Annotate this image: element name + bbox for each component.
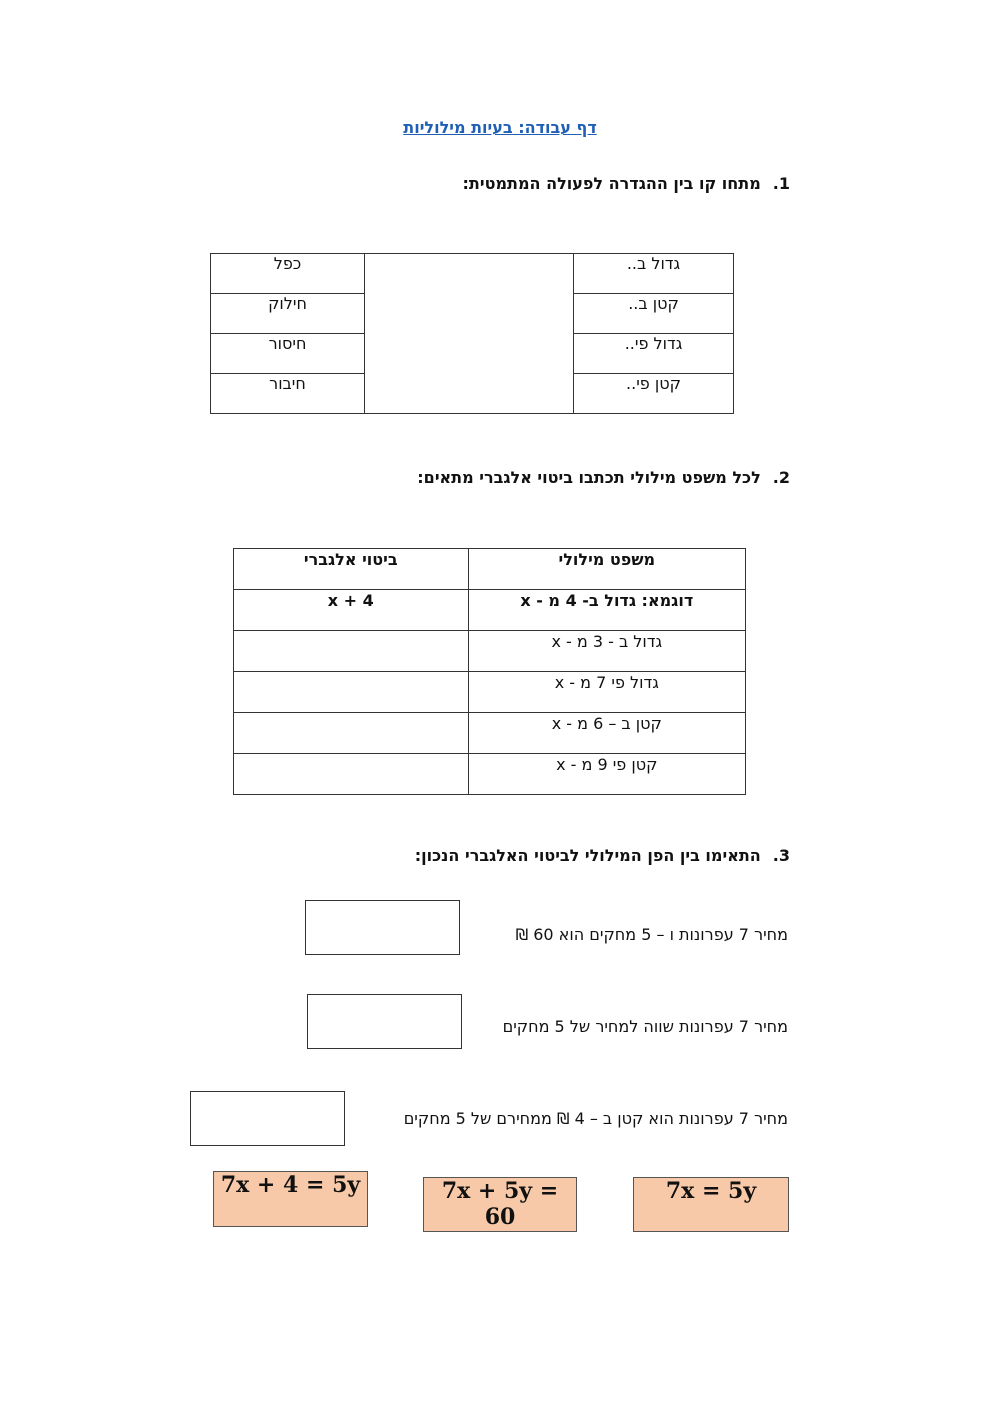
sentence-cell: קטן ב – 6 מ - x	[468, 713, 745, 754]
sentence-cell: גדול ב - 3 מ - x	[468, 631, 745, 672]
drawing-area[interactable]	[365, 254, 574, 414]
sentence-2: מחיר 7 עפרונות שווה למחיר של 5 מחקים	[502, 1017, 788, 1036]
question-1-number: 1.	[772, 174, 790, 193]
question-2	[417, 468, 790, 487]
equation-card-2[interactable]: 7x + 5y = 60	[423, 1177, 577, 1232]
answer-cell[interactable]	[234, 631, 469, 672]
operation-cell[interactable]: חיסור	[211, 334, 365, 374]
definition-cell[interactable]: גדול פי..	[574, 334, 734, 374]
answer-box-1[interactable]	[305, 900, 460, 955]
header-expression: ביטוי אלגברי	[234, 549, 469, 590]
definition-cell[interactable]: קטן פי..	[574, 374, 734, 414]
sentence-3: מחיר 7 עפרונות הוא קטן ב – 4 ₪ ממחירם של 5 מחקים	[403, 1109, 788, 1128]
answer-cell[interactable]	[234, 713, 469, 754]
operation-cell[interactable]: חיבור	[211, 374, 365, 414]
answer-cell[interactable]	[234, 754, 469, 795]
sentence-cell: גדול פי 7 מ - x	[468, 672, 745, 713]
question-3-number: 3.	[772, 846, 790, 865]
answer-cell[interactable]	[234, 672, 469, 713]
question-3	[415, 846, 790, 865]
question-2-number: 2.	[772, 468, 790, 487]
definition-cell[interactable]: קטן ב..	[574, 294, 734, 334]
matching-table	[210, 253, 734, 414]
question-3-text: התאימו בין הפן המילולי לביטוי האלגברי הנכון:	[414, 846, 761, 865]
example-sentence: דוגמא: גדול ב- 4 מ - x	[468, 590, 745, 631]
operation-cell[interactable]: כפל	[211, 254, 365, 294]
equation-card-3[interactable]: 7x = 5y	[633, 1177, 789, 1232]
header-sentence: משפט מילולי	[468, 549, 745, 590]
question-1-text: מתחו קו בין ההגדרה לפעולה המתמטית:	[462, 174, 761, 193]
page-title: דף עבודה: בעיות מילוליות	[403, 118, 597, 137]
question-2-text: לכל משפט מילולי תכתבו ביטוי אלגברי מתאים:	[417, 468, 761, 487]
expressions-table	[233, 548, 746, 795]
operation-cell[interactable]: חילוק	[211, 294, 365, 334]
question-1	[463, 174, 790, 193]
example-expression: x + 4	[234, 590, 469, 631]
definition-cell[interactable]: גדול ב..	[574, 254, 734, 294]
sentence-cell: קטן פי 9 מ - x	[468, 754, 745, 795]
sentence-1: מחיר 7 עפרונות ו – 5 מחקים הוא 60 ₪	[515, 925, 788, 944]
answer-box-2[interactable]	[307, 994, 462, 1049]
equation-card-1[interactable]: 7x + 4 = 5y	[213, 1171, 368, 1227]
answer-box-3[interactable]	[190, 1091, 345, 1146]
